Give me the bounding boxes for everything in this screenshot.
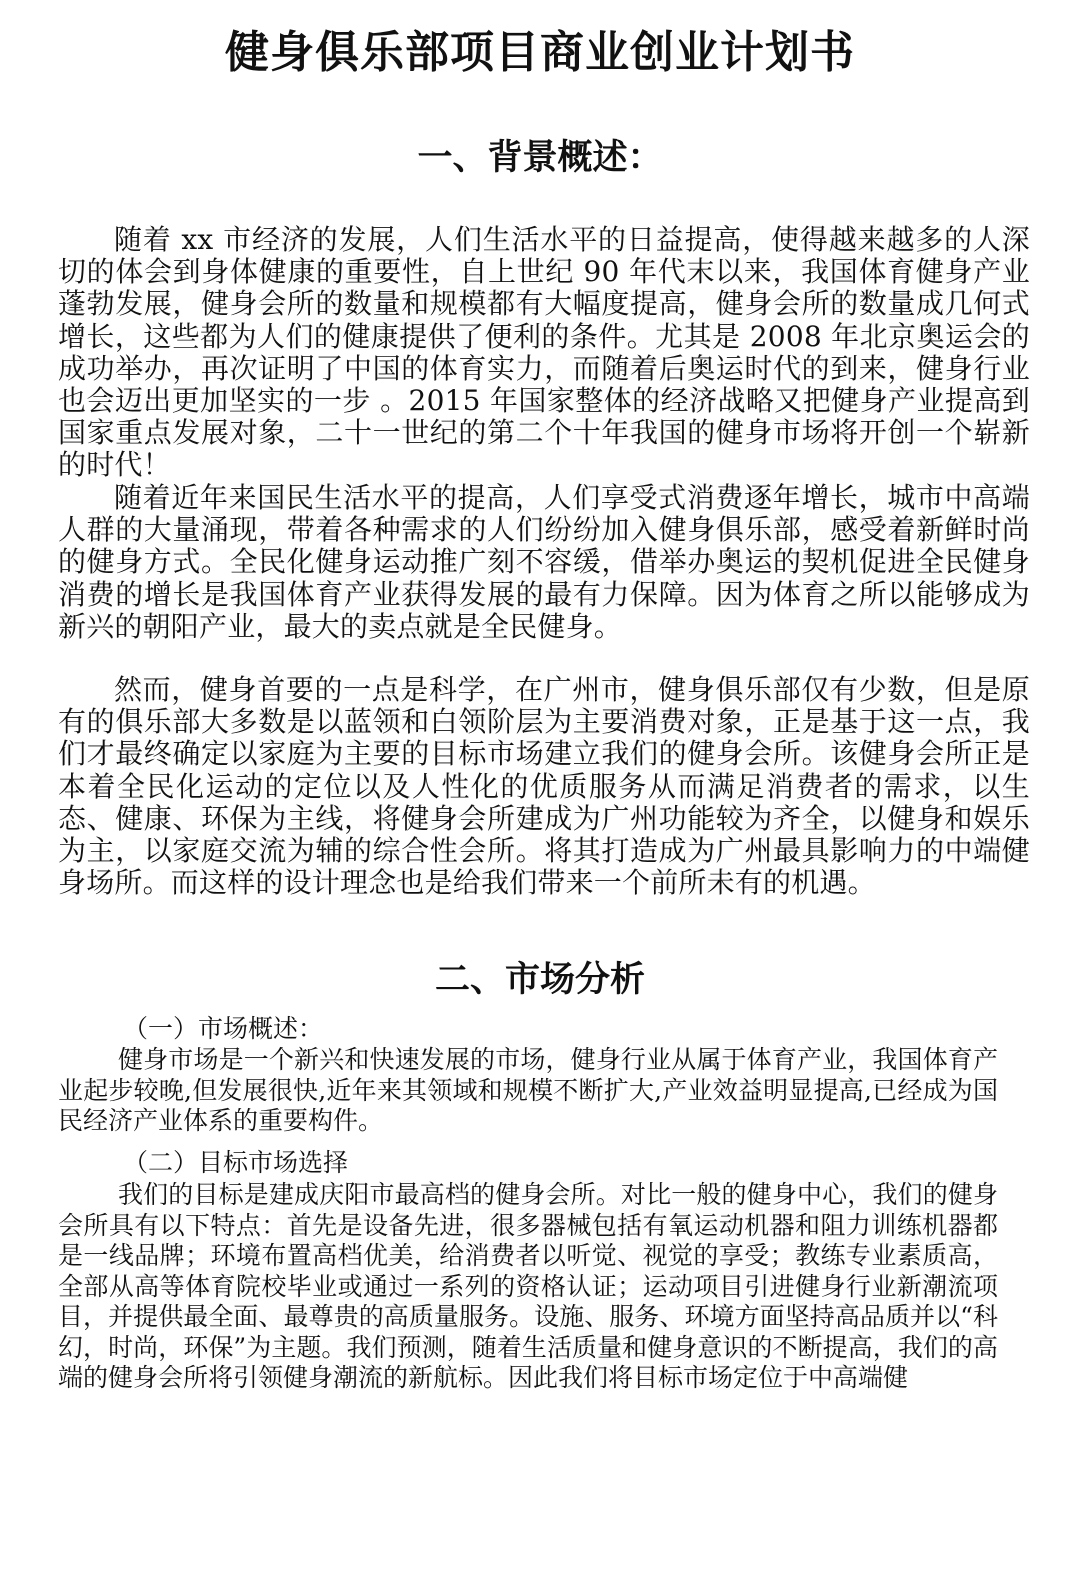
background-paragraph-3: 然而，健身首要的一点是科学，在广州市，健身俱乐部仅有少数，但是原有的俱乐部大多数是以蓝领和白领阶层为主要消费对象，正是基于这一点，我们才最终确定以家庭为主要的目标市场建立我们的健身会所。该健身会所正是本着全民化运动的定位以及人性化的优质服务从而满足消费者的需求，以生态、健康、环保为主线，将健身会所建成为广州功能较为齐全，以健身和娱乐为主，以家庭交流为辅的综合性会所。将其打造成为广州最具影响力的中端健身场所。而这样的设计理念也是给我们带来一个前所未有的机遇。 [58,673,1030,900]
market-overview-paragraph: 健身市场是一个新兴和快速发展的市场，健身行业从属于体育产业，我国体育产业起步较晚,但发展很快,近年来其领域和规模不断扩大,产业效益明显提高,已经成为国民经济产业体系的重要构件。 [58,1045,998,1135]
target-market-paragraph: 我们的目标是建成庆阳市最高档的健身会所。对比一般的健身中心，我们的健身会所具有以下特点：首先是设备先进，很多器械包括有氧运动机器和阻力训练机器都是一线品牌；环境布置高档优美，给消费者以听觉、视觉的享受；教练专业素质高，全部从高等体育院校毕业或通过一系列的资格认证；运动项目引进健身行业新潮流项目，并提供最全面、最尊贵的高质量服务。设施、服务、环境方面坚持高品质并以“科幻，时尚，环保”为主题。我们预测，随着生活质量和健身意识的不断提高，我们的高端的健身会所将引领健身潮流的新航标。因此我们将目标市场定位于中高端健 [58,1180,998,1392]
document-title: 健身俱乐部项目商业创业计划书 [225,27,855,78]
background-paragraph-1: 随着 xx 市经济的发展，人们生活水平的日益提高，使得越来越多的人深切的体会到身体健康的重要性，自上世纪 90 年代末以来，我国体育健身产业蓬勃发展，健身会所的数量和规模都有大幅度提高，健身会所的数量成几何式增长，这些都为人们的健康提供了便利的条件。尤其是 2008 年北京奥运会的成功举办，再次证明了中国的体育实力，而随着后奥运时代的到来，健身行业也会迈出更加坚实的一步 。2015 年国家整体的经济战略又把健身产业提高到国家重点发展对象，二十一世纪的第二个十年我国的健身市场将开创一个崭新的时代！ [58,223,1030,482]
section-heading-background: 一、背景概述： [417,138,663,178]
subsection-heading-target-market: （二）目标市场选择 [123,1148,349,1177]
section-heading-market-analysis: 二、市场分析 [434,960,645,1000]
background-paragraph-2: 随着近年来国民生活水平的提高，人们享受式消费逐年增长，城市中高端人群的大量涌现，带着各种需求的人们纷纷加入健身俱乐部，感受着新鲜时尚的健身方式。全民化健身运动推广刻不容缓，借举办奥运的契机促进全民健身消费的增长是我国体育产业获得发展的最有力保障。因为体育之所以能够成为新兴的朝阳产业，最大的卖点就是全民健身。 [58,481,1030,643]
subsection-heading-market-overview: （一）市场概述： [123,1014,324,1043]
